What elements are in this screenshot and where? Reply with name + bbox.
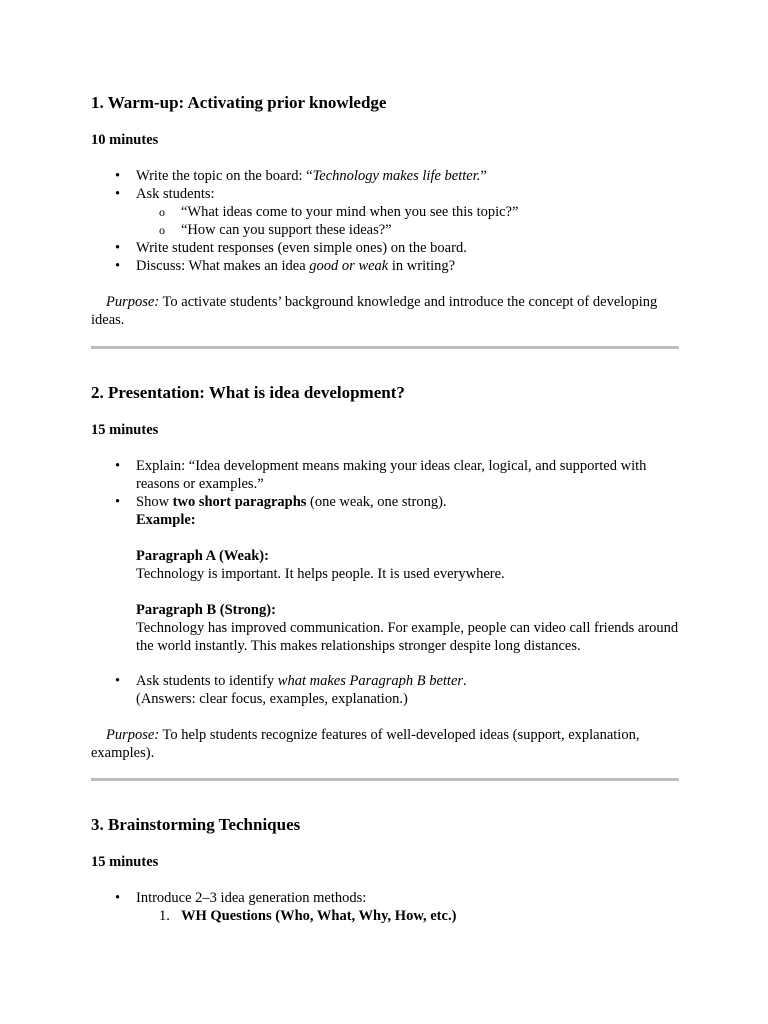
section-2-list2-wrap xyxy=(91,672,679,708)
purpose-paragraph xyxy=(91,726,679,762)
list-item-text: Show xyxy=(136,494,173,510)
paragraph-b-label: Paragraph B (Strong): xyxy=(136,602,276,618)
purpose-text: To activate students’ background knowledge and introduce the concept of developing ideas. xyxy=(91,294,658,328)
list-item-emphasis: what makes Paragraph B better xyxy=(277,673,464,689)
list-item xyxy=(91,889,679,925)
list-item xyxy=(91,257,679,275)
list-item-text: Ask students: xyxy=(136,186,215,202)
purpose-label: Purpose: xyxy=(106,727,160,743)
purpose-label: Purpose: xyxy=(106,294,160,310)
section-heading: 2. Presentation: What is idea development? xyxy=(91,383,405,402)
separator-2-wrap xyxy=(91,778,679,781)
section-heading: 3. Brainstorming Techniques xyxy=(91,815,301,834)
numbered-item-text: WH Questions (Who, What, Why, How, etc.) xyxy=(181,908,457,924)
list-item xyxy=(91,493,679,655)
section-duration: 15 minutes xyxy=(91,422,159,438)
bullet-list xyxy=(91,167,679,275)
example-label: Example: xyxy=(136,512,196,528)
section-2-list-wrap xyxy=(91,457,679,655)
list-item-strong: two short paragraphs xyxy=(172,494,307,510)
list-item-emphasis: Technology makes life better. xyxy=(312,168,481,184)
list-item xyxy=(91,167,679,185)
separator-1-wrap xyxy=(91,346,679,349)
list-item-text: ” xyxy=(480,168,487,184)
list-item xyxy=(91,672,679,708)
bullet-list xyxy=(91,457,679,655)
paragraph-a-text: Technology is important. It helps people. It is used everywhere. xyxy=(136,566,505,582)
bullet-list xyxy=(91,889,679,925)
section-warm-up xyxy=(91,93,679,113)
list-number: 1. xyxy=(159,908,170,924)
list-item-text: . xyxy=(463,673,467,689)
list-item xyxy=(91,185,679,239)
list-item: • Write student responses (even simple ones) on the board. xyxy=(91,239,679,257)
list-item-text: Discuss: What makes an idea xyxy=(136,258,310,274)
section-2-purpose-wrap xyxy=(91,726,679,762)
section-duration: 10 minutes xyxy=(91,132,159,148)
numbered-list xyxy=(136,907,679,925)
section-heading: 1. Warm-up: Activating prior knowledge xyxy=(91,93,387,112)
section-3-duration-wrap xyxy=(91,853,679,871)
paragraph-a-label: Paragraph A (Weak): xyxy=(136,548,269,564)
section-3-list-wrap xyxy=(91,889,679,925)
purpose-text: To help students recognize features of well-developed ideas (support, explanation, examples). xyxy=(91,727,640,761)
list-item-text: Ask students to identify xyxy=(136,673,278,689)
section-presentation xyxy=(91,383,679,403)
section-1-duration-wrap xyxy=(91,131,679,149)
bullet-list xyxy=(91,672,679,708)
answers-text: (Answers: clear focus, examples, explanation.) xyxy=(136,691,408,707)
section-brainstorming xyxy=(91,815,679,835)
sub-list xyxy=(136,203,679,239)
list-item-text: Write the topic on the board: “ xyxy=(136,168,313,184)
sub-list-item: o “What ideas come to your mind when you see this topic?” xyxy=(136,203,679,221)
section-1-purpose-wrap xyxy=(91,293,679,329)
section-1-list-wrap xyxy=(91,167,679,275)
sub-list-item: o “How can you support these ideas?” xyxy=(136,221,679,239)
section-divider xyxy=(91,778,679,781)
list-item-text: Introduce 2–3 idea generation methods: xyxy=(136,890,367,906)
numbered-list-item xyxy=(136,907,679,925)
section-divider xyxy=(91,346,679,349)
list-item-text: (one weak, one strong). xyxy=(306,494,447,510)
purpose-paragraph xyxy=(91,293,679,329)
list-item-emphasis: good or weak xyxy=(309,258,389,274)
paragraph-b-text: Technology has improved communication. For example, people can video call friends around the world instantly. This makes relationships stronger despite long distances. xyxy=(136,620,679,654)
section-duration: 15 minutes xyxy=(91,854,159,870)
section-2-duration-wrap xyxy=(91,421,679,439)
list-item: • Explain: “Idea development means making your ideas clear, logical, and supported with reasons or examples.” xyxy=(91,457,679,493)
list-item-text: in writing? xyxy=(388,258,456,274)
